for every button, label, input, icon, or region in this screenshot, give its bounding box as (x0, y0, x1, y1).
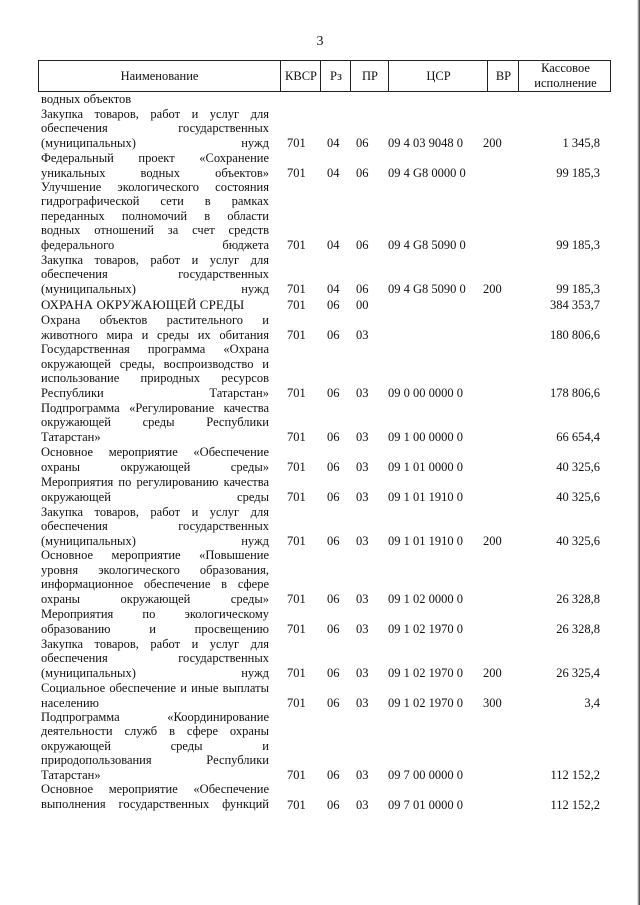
row-csr: 09 1 02 0000 0 (388, 591, 463, 606)
row-pr: 03 (356, 591, 369, 606)
row-rz: 06 (327, 385, 340, 400)
header-amount (518, 61, 612, 91)
row-pr: 06 (356, 135, 369, 150)
row-amount: 99 185,3 (556, 237, 600, 252)
row-pr: 03 (356, 621, 369, 636)
table-row (0, 782, 640, 812)
row-rz: 06 (327, 429, 340, 444)
row-name: Основное мероприятие «Повышение уровня экологического образования, информационное обеспечение в сфере охраны окружающей среды» (41, 548, 269, 606)
row-kvsr: 701 (287, 327, 306, 342)
row-name: Закупка товаров, работ и услуг для обеспечения государственных (муниципальных) нужд (41, 252, 269, 296)
row-kvsr: 701 (287, 165, 306, 180)
row-csr: 09 7 00 0000 0 (388, 767, 463, 782)
row-amount: 112 152,2 (550, 797, 600, 812)
row-rz: 06 (327, 797, 340, 812)
table-row (0, 312, 640, 342)
header-amount-line1: Кассовое (541, 61, 590, 75)
table-row (0, 296, 640, 312)
row-rz: 06 (327, 489, 340, 504)
row-vr: 200 (483, 665, 502, 680)
row-pr: 03 (356, 533, 369, 548)
row-rz: 06 (327, 621, 340, 636)
row-vr: 200 (483, 135, 502, 150)
row-amount: 26 328,8 (556, 621, 600, 636)
row-amount: 3,4 (584, 695, 600, 710)
row-kvsr: 701 (287, 621, 306, 636)
row-kvsr: 701 (287, 695, 306, 710)
row-name: Подпрограмма «Координирование деятельности служб в сфере охраны окружающей среды и природопользования Республики Татарстан» (41, 709, 269, 782)
header-amount-line2: исполнение (534, 76, 597, 90)
row-pr: 06 (356, 281, 369, 296)
header-name: Наименование (120, 68, 199, 83)
row-amount: 99 185,3 (556, 281, 600, 296)
row-pr: 06 (356, 237, 369, 252)
row-name: водных объектов (41, 91, 132, 106)
row-csr: 09 4 03 9048 0 (388, 135, 463, 150)
row-amount: 26 328,8 (556, 591, 600, 606)
row-pr: 03 (356, 797, 369, 812)
row-kvsr: 701 (287, 797, 306, 812)
row-name: Социальное обеспечение и иные выплаты населению (41, 681, 269, 710)
row-kvsr: 701 (287, 237, 306, 252)
row-csr: 09 1 00 0000 0 (388, 429, 463, 444)
row-name: Основное мероприятие «Обеспечение охраны окружающей среды» (41, 445, 269, 474)
table-row (0, 180, 640, 252)
row-amount: 66 654,4 (556, 429, 600, 444)
row-csr: 09 4 G8 5090 0 (388, 237, 466, 252)
page-number: 3 (316, 34, 324, 49)
row-rz: 06 (327, 459, 340, 474)
row-pr: 03 (356, 327, 369, 342)
row-csr: 09 1 02 1970 0 (388, 621, 463, 636)
row-name: Подпрограмма «Регулирование качества окружающей среды Республики Татарстан» (41, 400, 269, 444)
row-name: Основное мероприятие «Обеспечение выполнения государственных функций (41, 782, 269, 811)
row-csr: 09 1 02 1970 0 (388, 665, 463, 680)
row-rz: 04 (327, 281, 340, 296)
row-kvsr: 701 (287, 767, 306, 782)
row-pr: 03 (356, 429, 369, 444)
header-rz: Рз (320, 61, 351, 91)
row-pr: 03 (356, 489, 369, 504)
row-name: Федеральный проект «Сохранение уникальных водных объектов» (41, 151, 269, 180)
row-vr: 200 (483, 281, 502, 296)
row-rz: 06 (327, 297, 340, 312)
row-rz: 06 (327, 665, 340, 680)
row-name: Закупка товаров, работ и услуг для обеспечения государственных (муниципальных) нужд (41, 504, 269, 548)
table-row (0, 636, 640, 680)
row-csr: 09 7 01 0000 0 (388, 797, 463, 812)
table-body (0, 92, 640, 812)
row-csr: 09 1 01 0000 0 (388, 459, 463, 474)
row-kvsr: 701 (287, 297, 306, 312)
row-name: Государственная программа «Охрана окружающей среды, воспроизводство и использование природных ресурсов Республики Татарстан» (41, 342, 269, 400)
table-row (0, 342, 640, 400)
row-amount: 112 152,2 (550, 767, 600, 782)
row-csr: 09 1 01 1910 0 (388, 489, 463, 504)
table-row (0, 400, 640, 444)
row-amount: 384 353,7 (550, 297, 600, 312)
table-row (0, 606, 640, 636)
row-name: ОХРАНА ОКРУЖАЮЩЕЙ СРЕДЫ (41, 296, 245, 312)
row-vr: 200 (483, 533, 502, 548)
table-row (0, 504, 640, 548)
row-amount: 99 185,3 (556, 165, 600, 180)
row-pr: 06 (356, 165, 369, 180)
row-amount: 40 325,6 (556, 489, 600, 504)
row-rz: 04 (327, 237, 340, 252)
row-pr: 00 (356, 297, 369, 312)
table-row (0, 474, 640, 504)
row-kvsr: 701 (287, 429, 306, 444)
row-amount: 178 806,6 (550, 385, 600, 400)
header-vr: ВР (487, 61, 519, 91)
row-kvsr: 701 (287, 281, 306, 296)
row-csr: 09 4 G8 0000 0 (388, 165, 466, 180)
row-pr: 03 (356, 767, 369, 782)
header-kvsr: КВСР (280, 61, 321, 91)
table-row (0, 680, 640, 710)
row-name: Закупка товаров, работ и услуг для обеспечения государственных (муниципальных) нужд (41, 636, 269, 680)
row-kvsr: 701 (287, 489, 306, 504)
row-name: Закупка товаров, работ и услуг для обеспечения государственных (муниципальных) нужд (41, 106, 269, 150)
row-amount: 180 806,6 (550, 327, 600, 342)
header-pr: ПР (350, 61, 389, 91)
row-csr: 09 0 00 0000 0 (388, 385, 463, 400)
table-row (0, 710, 640, 782)
row-pr: 03 (356, 459, 369, 474)
row-rz: 04 (327, 165, 340, 180)
row-amount: 1 345,8 (562, 135, 600, 150)
table-row (0, 92, 640, 106)
table-row (0, 150, 640, 180)
row-kvsr: 701 (287, 385, 306, 400)
row-rz: 06 (327, 591, 340, 606)
row-name: Охрана объектов растительного и животного мира и среды их обитания (41, 313, 269, 342)
row-amount: 40 325,6 (556, 533, 600, 548)
row-vr: 300 (483, 695, 502, 710)
row-rz: 06 (327, 327, 340, 342)
row-name: Мероприятия по регулированию качества окружающей среды (41, 475, 269, 504)
row-rz: 06 (327, 533, 340, 548)
row-csr: 09 1 01 1910 0 (388, 533, 463, 548)
row-rz: 04 (327, 135, 340, 150)
row-kvsr: 701 (287, 665, 306, 680)
row-csr: 09 1 02 1970 0 (388, 695, 463, 710)
row-pr: 03 (356, 385, 369, 400)
table-row (0, 444, 640, 474)
table-row (0, 548, 640, 606)
row-amount: 40 325,6 (556, 459, 600, 474)
row-pr: 03 (356, 665, 369, 680)
row-kvsr: 701 (287, 533, 306, 548)
row-pr: 03 (356, 695, 369, 710)
row-name: Мероприятия по экологическому образованию и просвещению (41, 607, 269, 636)
row-kvsr: 701 (287, 459, 306, 474)
row-rz: 06 (327, 767, 340, 782)
table-row (0, 252, 640, 296)
table-header (38, 60, 611, 92)
row-rz: 06 (327, 695, 340, 710)
row-name: Улучшение экологического состояния гидрографической сети в рамках переданных полномочий в области водных отношений за счет средств федерального бюджета (41, 179, 269, 252)
table-row (0, 106, 640, 150)
row-amount: 26 325,4 (556, 665, 600, 680)
row-csr: 09 4 G8 5090 0 (388, 281, 466, 296)
header-csr: ЦСР (388, 61, 488, 91)
row-kvsr: 701 (287, 591, 306, 606)
row-kvsr: 701 (287, 135, 306, 150)
